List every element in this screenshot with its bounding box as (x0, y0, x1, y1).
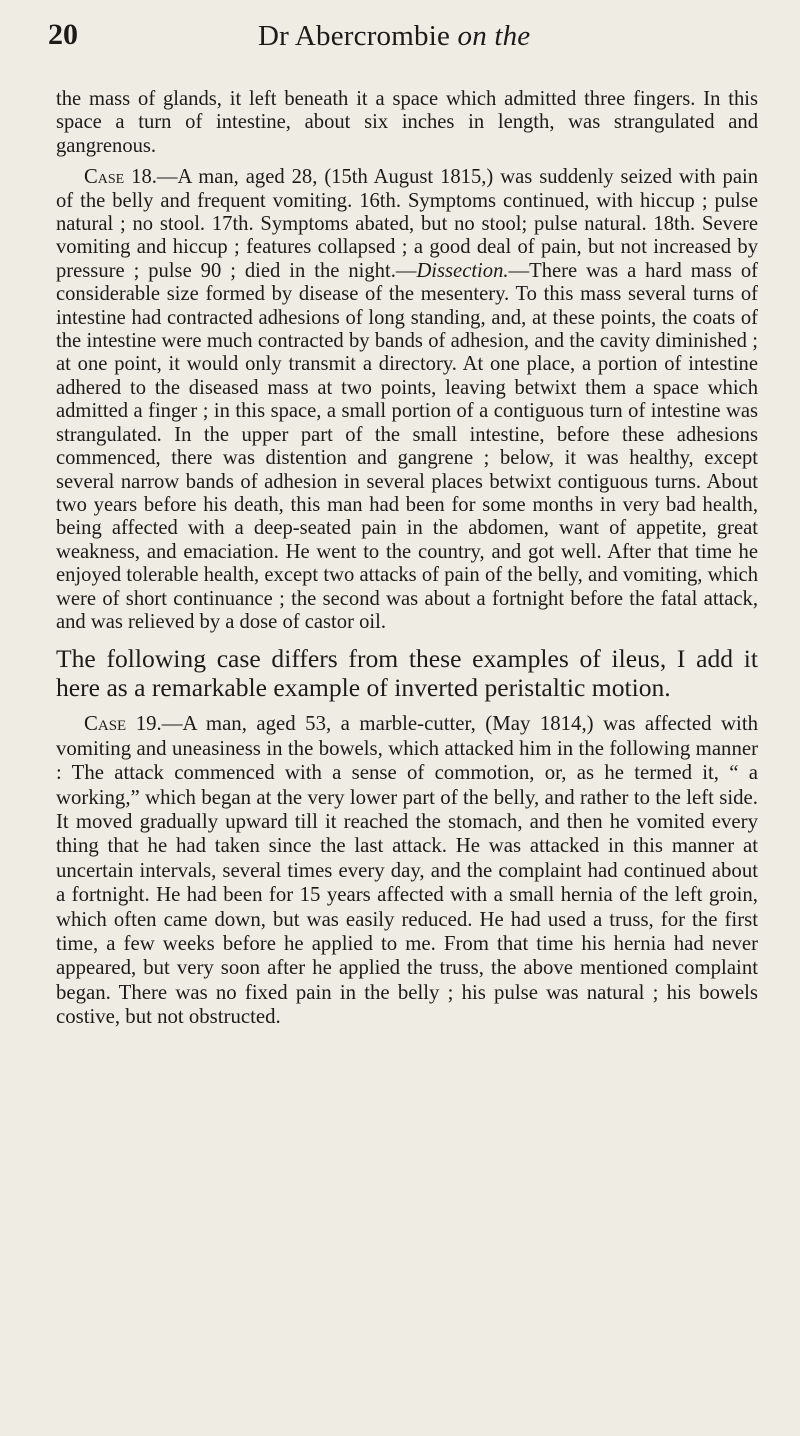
dissection-heading: Dissection. (416, 259, 509, 282)
paragraph-continuation: the mass of glands, it left beneath it a space which admitted three fingers. In this space a turn of intestine, about six inches in length, was strangulated and gangrenous. (56, 88, 758, 157)
case-18-text-2: —There was a hard mass of considerable size formed by disease of the mesentery. To this mass several turns of intestine had contracted adhesions of long standing, and, at these points, the coats of the intestine were much contracted by bands of adhesion, and the cavity diminished ; at one point, it would only transmit a directory. At one place, a portion of intestine adhered to the diseased mass at two points, leaving betwixt them a space which admitted a finger ; in this space, a small portion of a contiguous turn of intestine was strangulated. In the upper part of the small intestine, before these adhesions commenced, there was distention and gangrene ; below, it was healthy, except several narrow bands of adhesion in several places betwixt contiguous turns. About two years before his death, this man had been for some months in very bad health, being affected with a deep-seated pain in the abdomen, want of appetite, great weakness, and emaciation. He went to the country, and got well. After that time he enjoyed tolerable health, except two attacks of pain of the belly, and vomiting, which were of short continuance ; the second was about a fortnight before the fatal attack, and was relieved by a dose of castor oil. (56, 259, 758, 633)
paragraph-case-19 (56, 712, 758, 1029)
page-number: 20 (48, 18, 78, 51)
paragraph-intro-inverted-peristalsis: The following case differs from these examples of ileus, I add it here as a remarkable example of inverted peristaltic motion. (56, 644, 758, 703)
case-18-text-1: —A man, aged 28, (15th August 1815,) was suddenly seized with pain of the belly and frequent vomiting. 16th. Symptoms continued, with hiccup ; pulse natural ; no stool. 17th. Symptoms abated, but no stool; pulse natural. 18th. Severe vomiting and hiccup ; features collapsed ; a good deal of pain, but not increased by pressure ; pulse 90 ; died in the night.— (56, 166, 759, 282)
body-text (56, 88, 758, 1030)
running-title-italic: on the (457, 20, 531, 52)
paragraph-case-18 (56, 166, 758, 634)
running-title (258, 20, 530, 53)
case-19-label: Case 19. (84, 712, 162, 736)
running-title-main: Dr Abercrombie (258, 20, 458, 52)
running-head (48, 18, 758, 58)
case-18-label: Case 18. (84, 166, 157, 189)
case-19-text: —A man, aged 53, a marble-cutter, (May 1814,) was affected with vomiting and uneasiness in the bowels, which attacked him in the following manner : The attack commenced with a sense of commotion, or, as he termed it, “ a working,” which began at the very lower part of the belly, and rather to the left side. It moved gradually upward till it reached the stomach, and then he vomited every thing that he had taken since the last attack. He was attacked in this manner at uncertain intervals, several times every day, and the complaint had continued about a fortnight. He had been for 15 years affected with a small hernia of the left groin, which often came down, but was easily reduced. He had used a truss, for the first time, a few weeks before he applied to me. From that time his hernia had never appeared, but very soon after he applied the truss, the above mentioned complaint began. There was no fixed pain in the belly ; his pulse was natural ; his bowels costive, but not obstructed. (56, 712, 758, 1029)
